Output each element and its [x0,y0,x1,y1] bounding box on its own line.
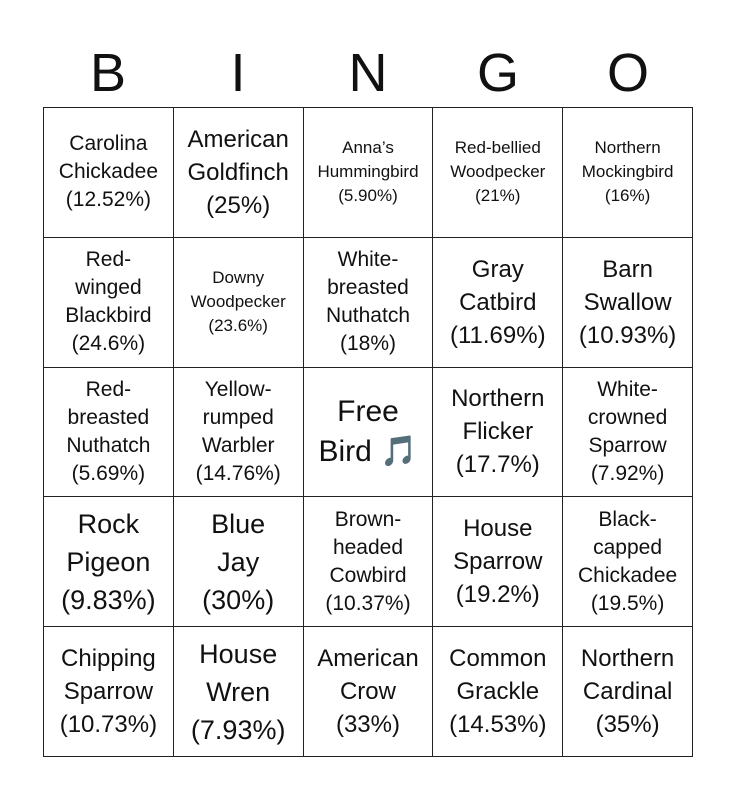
free-space-label: Free Bird 🎵 [318,394,418,468]
bingo-cell[interactable] [44,497,174,627]
cell-label: White- crowned Sparrow (7.92%) [587,377,668,485]
bingo-cell[interactable] [304,627,434,757]
header-letter-g: G [476,43,519,103]
cell-label: American Goldfinch (25%) [187,125,289,219]
cell-label: Northern Flicker (17.7%) [451,385,545,479]
cell-label: Downy Woodpecker (23.6%) [190,268,286,336]
cell-label: Red-bellied Woodpecker (21%) [450,138,546,206]
bingo-header [43,40,693,106]
bingo-cell[interactable] [44,368,174,498]
header-letter-i: I [230,43,246,103]
bingo-cell[interactable] [44,627,174,757]
cell-label: Northern Cardinal (35%) [580,645,675,739]
cell-label: American Crow (33%) [317,645,419,739]
bingo-cell[interactable] [304,238,434,368]
header-letter-o: O [606,43,649,103]
bingo-cell[interactable] [433,238,563,368]
header-letter-b: B [89,43,127,103]
cell-label: House Sparrow (19.2%) [453,515,543,609]
cell-label: Gray Catbird (11.69%) [449,255,546,349]
bingo-cell[interactable] [304,108,434,238]
cell-label: Anna’s Hummingbird (5.90%) [317,138,419,206]
bingo-cell[interactable] [174,627,304,757]
bingo-cell[interactable] [174,368,304,498]
cell-label: Rock Pigeon (9.83%) [61,508,156,615]
cell-label: Yellow- rumped Warbler (14.76%) [195,377,281,485]
bingo-cell[interactable] [44,238,174,368]
bingo-cell[interactable] [563,368,693,498]
cell-label: Chipping Sparrow (10.73%) [59,645,158,739]
cell-label: Brown- headed Cowbird (10.37%) [325,507,411,615]
cell-label: House Wren (7.93%) [190,638,286,745]
cell-label: Black- capped Chickadee (19.5%) [577,507,678,615]
bingo-cell[interactable] [433,108,563,238]
header-letter-n: N [348,43,388,103]
cell-label: Barn Swallow (10.93%) [578,255,677,349]
cell-label: Carolina Chickadee (12.52%) [58,132,159,212]
bingo-cell[interactable] [433,497,563,627]
bingo-cell[interactable] [174,108,304,238]
free-space-cell[interactable] [304,368,434,498]
bingo-cell[interactable] [174,238,304,368]
cell-label: Common Grackle (14.53%) [449,645,547,739]
bingo-cell[interactable] [563,108,693,238]
bingo-cell[interactable] [304,497,434,627]
bingo-cell[interactable] [44,108,174,238]
cell-label: Red- breasted Nuthatch (5.69%) [66,377,151,485]
bingo-cell[interactable] [433,627,563,757]
bingo-cell[interactable] [563,497,693,627]
bingo-card [43,107,693,757]
cell-label: Red- winged Blackbird (24.6%) [65,248,152,356]
bingo-cell[interactable] [563,238,693,368]
bingo-cell[interactable] [433,368,563,498]
bingo-cell[interactable] [174,497,304,627]
cell-label: White- breasted Nuthatch (18%) [325,248,411,356]
cell-label: Northern Mockingbird (16%) [581,138,674,206]
cell-label: Blue Jay (30%) [202,508,275,615]
bingo-cell[interactable] [563,627,693,757]
